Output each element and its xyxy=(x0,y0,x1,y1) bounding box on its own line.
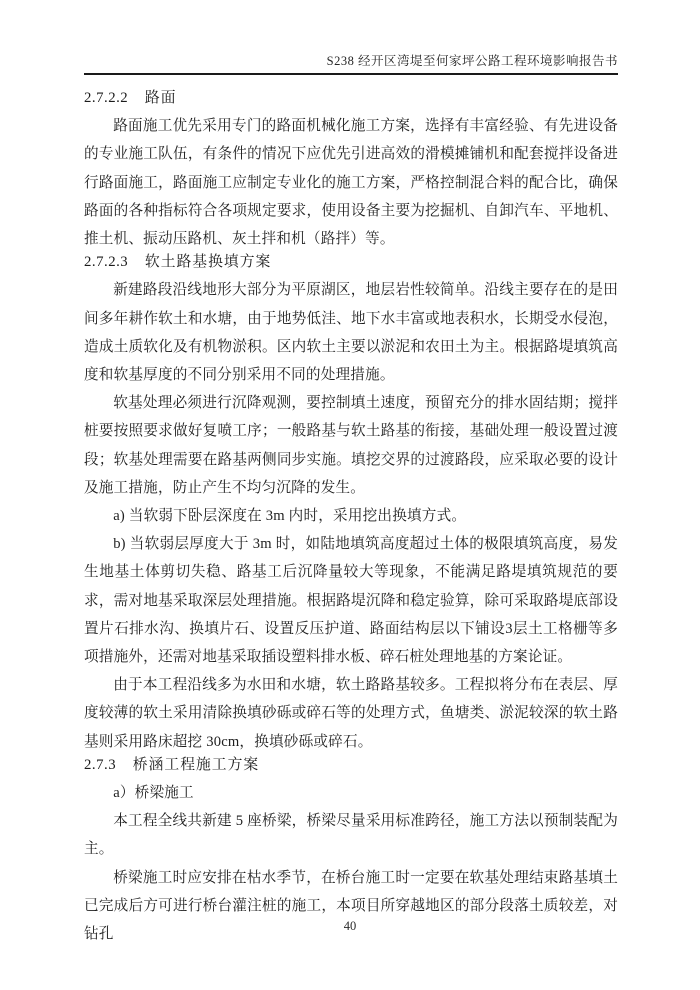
header-rule xyxy=(84,73,618,75)
section-heading-2-7-2-2 xyxy=(84,84,618,112)
section-title: 软土路基换填方案 xyxy=(144,254,272,271)
page-header xyxy=(84,53,618,70)
list-item-b: b) 当软弱层厚度大于 3m 时，如陆地填筑高度超过土体的极限填筑高度，易发生地基土体剪切失稳、路基工后沉降量较大等现象，不能满足路堤填筑规范的要求，需对地基采取深层处理措施。根据路堤沉降和稳定验算，除可采取路堤底部设置片石排水沟、换填片石、设置反压护道、路面结构层以下铺设3层土工格栅等多项措施外，还需对地基采取插设塑料排水板、碎石桩处理地基的方案论证。 xyxy=(84,536,618,666)
section-title: 路面 xyxy=(144,90,177,106)
sub-item-bridge-construction: a）桥梁施工 xyxy=(113,785,194,802)
document-body xyxy=(84,84,618,948)
body-paragraph: 由于本工程沿线多为水田和水塘，软土路路基较多。工程拟将分布在表层、厚度较薄的软土采用清除换填砂砾或碎石等的处理方式，鱼塘类、淤泥较深的软土路基则采用路床超挖 30cm，换填砂砾或碎石。 xyxy=(84,677,618,750)
page-footer xyxy=(0,919,700,934)
header-title: S238 经开区湾堤至何家坪公路工程环境影响报告书 xyxy=(326,54,618,68)
page-number: 40 xyxy=(343,919,357,933)
list-item-a: a) 当软弱下卧层深度在 3m 内时，采用挖出换填方式。 xyxy=(113,508,467,525)
body-paragraph: 路面施工优先采用专门的路面机械化施工方案，选择有丰富经验、有先进设备的专业施工队伍，有条件的情况下应优先引进高效的滑模摊铺机和配套搅拌设备进行路面施工，路面施工应制定专业化的施工方案，严格控制混合料的配合比，确保路面的各种指标符合各项规定要求，使用设备主要为挖掘机、自卸汽车、平地机、推土机、振动压路机、灰土拌和机（路拌）等。 xyxy=(84,118,618,248)
body-paragraph: 本工程全线共新建 5 座桥梁，桥梁尽量采用标准跨径，施工方法以预制装配为主。 xyxy=(84,813,618,858)
body-paragraph: 桥梁施工时应安排在枯水季节，在桥台施工时一定要在软基处理结束路基填土已完成后方可进行桥台灌注桩的施工，本项目所穿越地区的部分段落土质较差，对钻孔 xyxy=(84,869,618,943)
section-title: 桥涵工程施工方案 xyxy=(132,756,260,773)
section-number: 2.7.2.2 xyxy=(84,90,129,106)
body-paragraph: 新建路段沿线地形大部分为平原湖区，地层岩性较简单。沿线主要存在的是田间多年耕作软土和水塘，由于地势低洼、地下水丰富或地表积水，长期受水侵泡，造成土质软化及有机物淤积。区内软土主要以淤泥和农田土为主。根据路堤填筑高度和软基厚度的不同分别采用不同的处理措施。 xyxy=(84,282,618,384)
section-number: 2.7.2.3 xyxy=(84,254,129,271)
section-number: 2.7.3 xyxy=(84,756,117,773)
body-paragraph: 软基处理必须进行沉降观测，要控制填土速度，预留充分的排水固结期；搅拌桩要按照要求做好复喷工序；一般路基与软土路基的衔接，基础处理一般设置过渡段；软基处理需要在路基两侧同步实施。填挖交界的过渡路段，应采取必要的设计及施工措施，防止产生不均匀沉降的发生。 xyxy=(84,395,618,496)
